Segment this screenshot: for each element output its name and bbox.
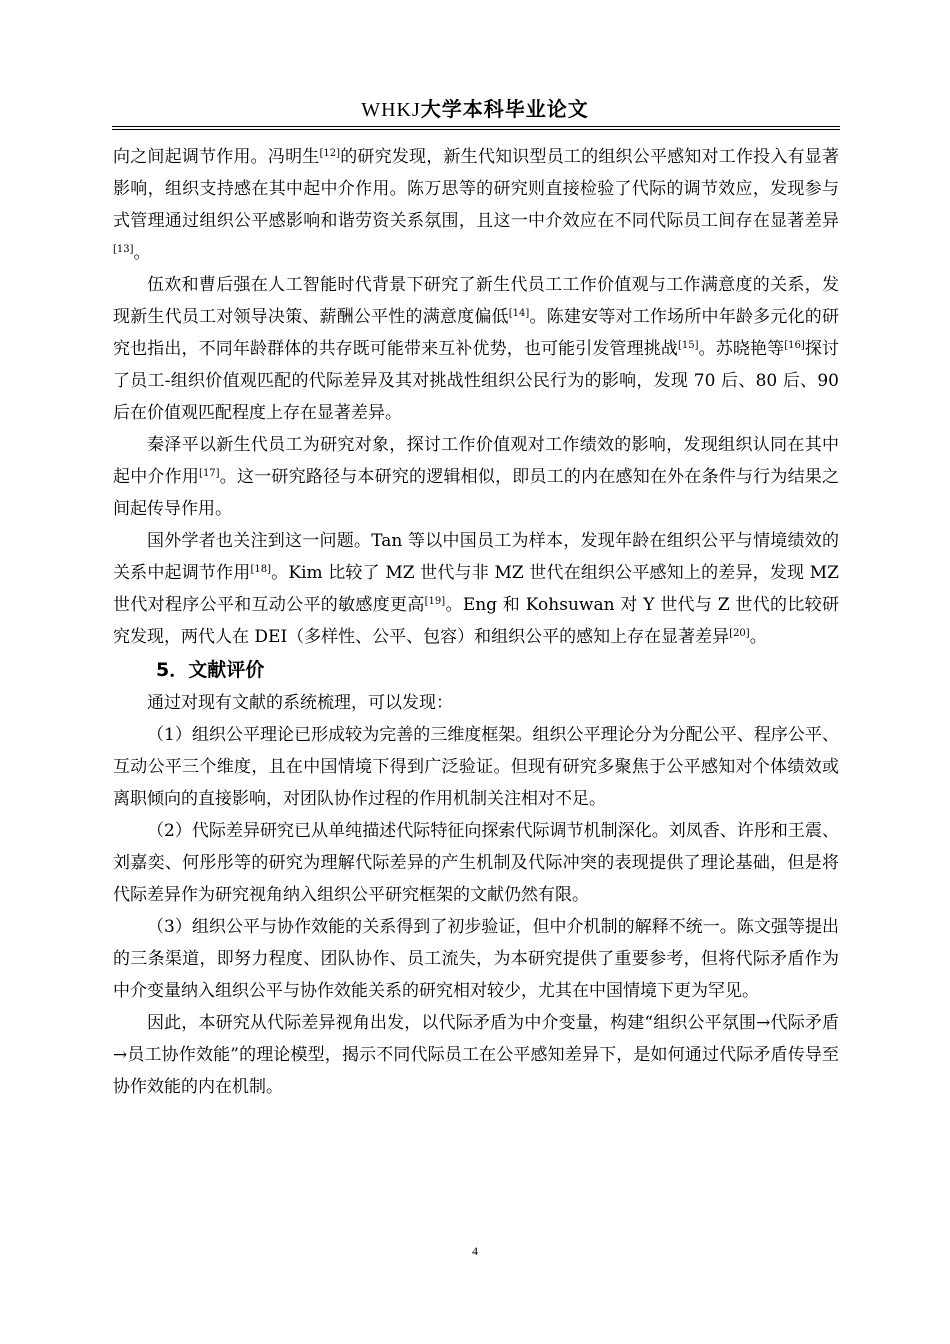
paragraph-5: 通过对现有文献的系统梳理，可以发现： [147,693,453,713]
citation-15: [15] [677,340,699,351]
text-run: 秦泽平以新生代员工为研究对象，探讨工作价值观对工作绩效的影响，发现组织认同在其中起中介作用 [113,435,839,487]
header-rule-thin [112,126,840,127]
text-run: 的研究发现，新生代知识型员工的组织公平感知对工作投入有显著影响，组织支持感在其中起中介作用。陈万思等的研究则直接检验了代际的调节效应，发现参与式管理通过组织公平感影响和谐劳资关系氛围，且这一中介效应在不同代际员工间存在显著差异 [113,147,840,231]
paragraph-9: 因此，本研究从代际差异视角出发，以代际矛盾为中介变量，构建“组织公平氛围→代际矛盾→员工协作效能”的理论模型，揭示不同代际员工在公平感知差异下，是如何通过代际矛盾传导至协作效能的内在机制。 [113,1013,839,1097]
citation-19: [19] [424,596,446,607]
citation-18: [18] [250,564,271,575]
text-run: 。这一研究路径与本研究的逻辑相似，即员工的内在感知在外在条件与行为结果之间起传导作用。 [113,467,840,519]
page-number: 4 [472,1244,478,1258]
text-run: 向之间起调节作用。冯明生 [113,147,320,167]
section-heading: 5．文献评价 [156,659,265,681]
citation-13: [13] [113,244,134,255]
page-header [0,93,950,122]
paragraph-7: （2）代际差异研究已从单纯描述代际特征向探索代际调节机制深化。刘凤香、许彤和王震、刘嘉奕、何彤彤等的研究为理解代际差异的产生机制及代际冲突的表现提供了理论基础，但是将代际差异作为研究视角纳入组织公平研究框架的文献仍然有限。 [113,821,839,905]
text-run: 。Eng 和 Kohsuwan 对 Y 世代与 Z 世代的比较研究发现，两代人在 DEI（多样性、公平、包容）和组织公平的感知上存在显著差异 [113,595,839,647]
text-run: 。 [749,627,767,647]
header-school-code: WHKJ [361,99,421,121]
text-run: 。 [133,243,151,263]
text-run: 。Kim 比较了 MZ 世代与非 MZ 世代在组织公平感知上的差异，发现 MZ 世代对程序公平和互动公平的敏感度更高 [113,563,839,615]
citation-17: [17] [199,468,220,479]
header-rule-thick [112,129,840,130]
paragraph-4 [113,525,839,653]
text-run: 国外学者也关注到这一问题。Tan 等以中国员工为样本，发现年龄在组织公平与情境绩效的关系中起调节作用 [113,531,839,583]
citation-20: [20] [729,628,750,639]
citation-14: [14] [508,308,530,319]
text-run: 探讨了员工-组织价值观匹配的代际差异及其对挑战性组织公民行为的影响，发现 70 后、80 后、90 后在价值观匹配程度上存在显著差异。 [113,339,840,423]
header-title: 大学本科毕业论文 [420,97,589,121]
text-run: 。陈建安等对工作场所中年龄多元化的研究也指出，不同年龄群体的共存既可能带来互补优势，也可能引发管理挑战 [113,307,839,359]
text-run: 。苏晓艳等 [698,339,785,359]
paragraph-6: （1）组织公平理论已形成较为完善的三维度框架。组织公平理论分为分配公平、程序公平、互动公平三个维度，且在中国情境下得到广泛验证。但现有研究多聚焦于公平感知对个体绩效或离职倾向的直接影响，对团队协作过程的作用机制关注相对不足。 [113,725,839,809]
paragraph-2 [113,269,839,429]
page-body [113,141,839,1103]
paragraph-8: （3）组织公平与协作效能的关系得到了初步验证，但中介机制的解释不统一。陈文强等提出的三条渠道，即努力程度、团队协作、员工流失，为本研究提供了重要参考，但将代际矛盾作为中介变量纳入组织公平与协作效能关系的研究相对较少，尤其在中国情境下更为罕见。 [113,917,839,1001]
paragraph-1 [113,141,839,269]
paragraph-3 [113,429,839,525]
citation-16: [16] [784,340,805,351]
text-run: 伍欢和曹后强在人工智能时代背景下研究了新生代员工工作价值观与工作满意度的关系，发现新生代员工对领导决策、薪酬公平性的满意度偏低 [113,275,839,327]
citation-12: [12] [319,148,341,159]
